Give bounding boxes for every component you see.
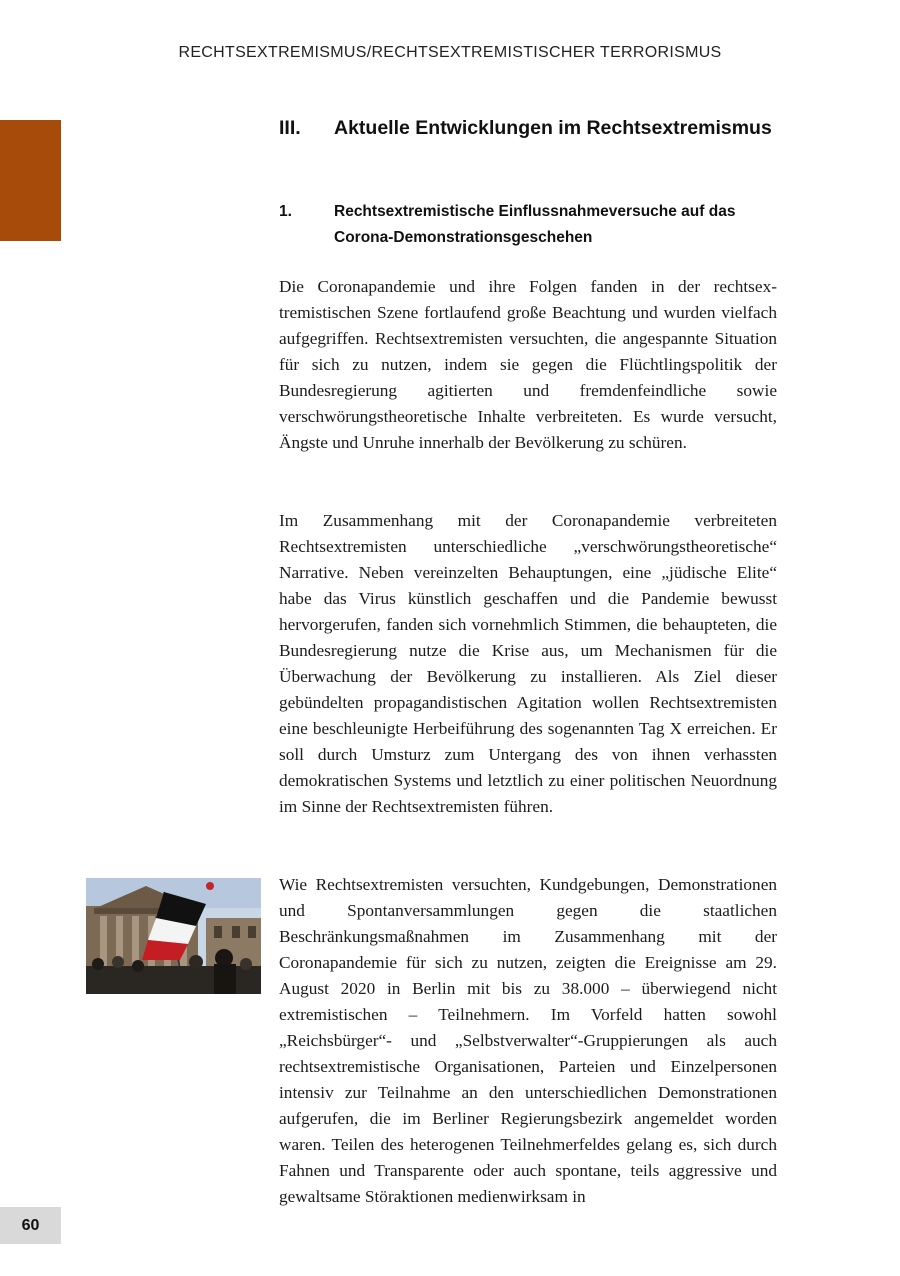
chapter-color-tab: [0, 120, 61, 241]
paragraph-2: Im Zusammenhang mit der Coronapandemie verbreiteten Rechtsextremisten unterschiedliche „verschwörungstheoretische“ Narrative. Neben vereinzelten Behauptungen, eine „jüdische Elite“ habe das Virus künstlich geschaffen und die Pandemie bewusst hervorgerufen, fanden sich vornehmlich Stimmen, die behaupteten, die Bundesregierung nutze die Krise aus, um Mechanismen für die Überwachung der Bevölkerung zu installieren. Als Ziel dieser gebündelten propagandistischen Agitation wollen Rechtsextremisten eine beschleunigte Herbeiführung des sogenannten Tag X erreichen. Er soll durch Umsturz zum Untergang des von ihnen verhassten demokratischen Systems und letztlich zu einer politischen Neuordnung im Sinne der Rechtsextremisten führen.: [279, 511, 777, 816]
section-title: Aktuelle Entwicklungen im Rechtsextremismus: [334, 117, 772, 139]
page-number-box: [0, 1207, 61, 1244]
subsection-number: 1.: [279, 203, 292, 220]
running-header: RECHTSEXTREMISMUS/RECHTSEXTREMISTISCHER TERRORISMUS: [178, 44, 722, 61]
section-heading: [279, 117, 779, 140]
reichstag-flag-image: [86, 878, 261, 994]
paragraph-3: Wie Rechtsextremisten versuchten, Kundgebungen, Demonstrationen und Spontanversammlungen gegen die staatlichen Beschränkungsmaßnahmen im Zusammenhang mit der Coronapandemie für sich zu nutzen, zeigten die Ereignisse am 29. August 2020 in Berlin mit bis zu 38.000 – überwiegend nicht extremistischen – Teilnehmern. Im Vorfeld hatten sowohl „Reichsbürger“- und „Selbstverwalter“-Gruppierungen als auch rechtsextremistische Organisationen, Parteien und Einzelpersonen intensiv zur Teilnahme an den unterschiedlichen Demonstrationen aufgerufen, die im Berliner Regierungsbezirk angemeldet worden waren. Teilen des heterogenen Teilnehmerfeldes gelang es, sich durch Fahnen und Transparente oder auch spontane, teils aggressive und gewaltsame Störaktionen medienwirksam in: [279, 875, 777, 1206]
section-number: III.: [279, 117, 301, 139]
subsection-heading: [279, 199, 779, 251]
paragraph-1: Die Coronapandemie und ihre Folgen fanden in der rechtsextremistischen Szene fortlaufend große Beachtung und wurden vielfach aufgegriffen. Rechtsextremisten versuchten, die angespannte Situation für sich zu nutzen, indem sie gegen die Flüchtlingspolitik der Bundesregierung agitierten und fremdenfeindliche sowie verschwörungstheoretische Inhalte verbreiteten. Es wurde versucht, Ängste und Unruhe innerhalb der Bevölkerung zu schüren.: [279, 277, 777, 452]
demonstration-photo: [86, 878, 261, 994]
subsection-title: Rechtsextremistische Einflussnahmeversuche auf das Corona-Demonstrationsgeschehen: [334, 203, 736, 246]
page-number: 60: [21, 1216, 40, 1234]
